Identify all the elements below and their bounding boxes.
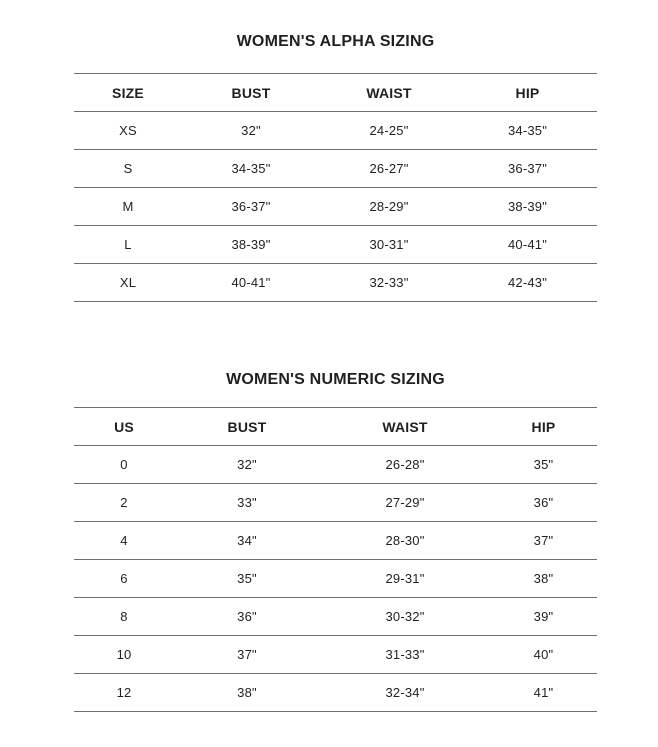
table-cell: 36-37": [231, 199, 271, 214]
table-cell: 29-31": [385, 571, 425, 586]
table-cell: 31-33": [385, 647, 425, 662]
alpha-sizing-title: WOMEN'S ALPHA SIZING: [236, 33, 435, 50]
table-cell: 34": [237, 533, 257, 548]
numeric-sizing-table: [74, 407, 597, 712]
table-cell: 41": [533, 685, 554, 700]
table-cell: 34-35": [231, 161, 271, 176]
column-header: WAIST: [382, 418, 428, 435]
table-cell: 40-41": [231, 275, 271, 290]
table-cell: XS: [119, 123, 137, 138]
table-cell: 32": [241, 123, 261, 138]
table-cell: 38-39": [231, 237, 271, 252]
table-cell: XL: [119, 275, 137, 290]
table-cell: 6: [120, 571, 128, 586]
table-cell: S: [123, 161, 133, 176]
column-header: US: [114, 418, 134, 435]
table-row: [74, 598, 597, 636]
table-row: [74, 522, 597, 560]
table-cell: 35": [533, 457, 554, 472]
table-cell: 24-25": [369, 123, 409, 138]
table-cell: 8: [120, 609, 128, 624]
table-cell: 26-27": [369, 161, 409, 176]
table-cell: 28-29": [369, 199, 409, 214]
table-cell: 38": [533, 571, 554, 586]
table-row: [74, 484, 597, 522]
table-cell: 40": [533, 647, 554, 662]
table-cell: 36": [237, 609, 257, 624]
table-cell: 40-41": [507, 237, 548, 252]
table-cell: 4: [120, 533, 128, 548]
table-cell: 36": [533, 495, 554, 510]
table-cell: 12: [116, 685, 132, 700]
table-cell: 34-35": [507, 123, 548, 138]
numeric-header-row: [74, 408, 597, 446]
table-row: [74, 226, 597, 264]
table-row: [74, 112, 597, 150]
table-row: [74, 150, 597, 188]
table-row: [74, 674, 597, 712]
table-row: [74, 264, 597, 302]
table-cell: M: [122, 199, 134, 214]
table-cell: 30-31": [369, 237, 409, 252]
table-row: [74, 446, 597, 484]
table-row: [74, 560, 597, 598]
table-cell: 26-28": [385, 457, 425, 472]
column-header: HIP: [531, 418, 556, 435]
column-header: HIP: [515, 84, 540, 101]
column-header: BUST: [231, 84, 271, 101]
table-cell: 27-29": [385, 495, 425, 510]
column-header: SIZE: [112, 84, 144, 101]
table-cell: 42-43": [507, 275, 548, 290]
table-cell: 10: [116, 647, 132, 662]
alpha-header-row: [74, 74, 597, 112]
table-cell: 32-34": [385, 685, 425, 700]
table-cell: 38-39": [507, 199, 548, 214]
table-cell: 30-32": [385, 609, 425, 624]
table-row: [74, 188, 597, 226]
table-cell: 32": [237, 457, 257, 472]
table-cell: 39": [533, 609, 554, 624]
alpha-sizing-section: [74, 30, 597, 302]
column-header: WAIST: [366, 84, 412, 101]
table-cell: 28-30": [385, 533, 425, 548]
numeric-sizing-title: WOMEN'S NUMERIC SIZING: [226, 371, 445, 388]
table-cell: 36-37": [507, 161, 548, 176]
table-cell: 37": [237, 647, 257, 662]
table-cell: 2: [120, 495, 128, 510]
table-cell: 37": [533, 533, 554, 548]
table-cell: 35": [237, 571, 257, 586]
table-cell: 38": [237, 685, 257, 700]
table-cell: L: [124, 237, 132, 252]
numeric-sizing-section: [74, 368, 597, 712]
table-row: [74, 636, 597, 674]
table-cell: 0: [120, 457, 128, 472]
table-cell: 32-33": [369, 275, 409, 290]
table-cell: 33": [237, 495, 257, 510]
column-header: BUST: [227, 418, 267, 435]
alpha-sizing-table: [74, 73, 597, 302]
